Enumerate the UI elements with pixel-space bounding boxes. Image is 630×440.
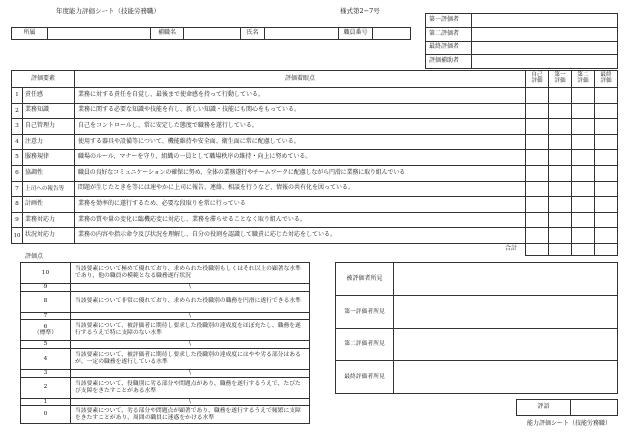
row-element: 状況対応力	[23, 228, 75, 244]
row-element: 業務知識	[23, 103, 75, 119]
second-score-cell[interactable]	[572, 212, 595, 228]
first-score-cell[interactable]	[549, 197, 572, 213]
first-score-cell[interactable]	[549, 228, 572, 244]
scale-description: 当該要素について、被評価者に期待し要求した役職別の達成度をほぼ充たし、職務を遂行するうえで特に支障のない水準	[71, 320, 310, 341]
second-score-cell[interactable]	[572, 150, 595, 166]
position-label: 補職名	[151, 28, 184, 40]
scale-row	[21, 341, 310, 349]
scale-score: 3	[21, 369, 71, 377]
affiliation-label: 所属	[12, 28, 48, 40]
scale-description: \	[71, 284, 310, 292]
table-row	[12, 150, 618, 166]
form-number: 様式第2−7号	[340, 7, 380, 15]
footer-text: 能力評価シート（技能労務職）	[527, 420, 612, 427]
self-score-cell[interactable]	[526, 150, 549, 166]
scale-score-standard	[21, 320, 71, 341]
second-score-cell[interactable]	[572, 181, 595, 197]
scale-description: \	[71, 312, 310, 320]
rating-label: 評語	[517, 400, 571, 416]
row-number: 9	[12, 212, 23, 228]
first-evaluator-opinion-field[interactable]	[394, 296, 618, 329]
final-score-cell[interactable]	[595, 228, 618, 244]
row-viewpoint: 使用する器具や設備等について、機能維持や安全面、衛生面に常に配慮している。	[75, 134, 526, 150]
self-score-cell[interactable]	[526, 212, 549, 228]
final-score-cell[interactable]	[595, 88, 618, 104]
element-header: 評価要素	[12, 71, 75, 88]
self-score-cell[interactable]	[526, 197, 549, 213]
row-element: 自己管理力	[23, 119, 75, 135]
row-element: 業務対応力	[23, 212, 75, 228]
row-viewpoint: 業務の内容や指示命令及び状況を理解し、自分の役割を認識して職責に応じた対応をしている。	[75, 228, 526, 244]
first-score-cell[interactable]	[549, 165, 572, 181]
row-element: 注意力	[23, 134, 75, 150]
final-score-cell[interactable]	[595, 212, 618, 228]
second-evaluator-opinion-label: 第二評価者所見	[336, 328, 394, 361]
second-evaluator-opinion-field[interactable]	[394, 328, 618, 361]
self-score-cell[interactable]	[526, 103, 549, 119]
first-score-cell[interactable]	[549, 150, 572, 166]
scale-description: 当該要素について非常に優れており、求められた役職別の職務を円滑に遂行できる水準	[71, 291, 310, 312]
self-score-cell[interactable]	[526, 134, 549, 150]
row-element: 責任感	[23, 88, 75, 104]
row-number: 5	[12, 150, 23, 166]
self-score-cell[interactable]	[526, 181, 549, 197]
final-evaluator-value[interactable]	[472, 41, 618, 55]
second-score-cell[interactable]	[572, 228, 595, 244]
rating-value[interactable]	[571, 400, 618, 416]
self-score-cell[interactable]	[526, 228, 549, 244]
scale-row	[21, 348, 310, 369]
first-score-cell[interactable]	[549, 88, 572, 104]
scale-description: 当該要素について、役職別に劣る部分や問題点があり、職務を遂行するうえで、たびたび支障をきたすことがある水準	[71, 377, 310, 398]
scale-description: 当該要素について極めて優れており、求められた役職別もしくはそれ以上の顕著な水準であり、他の職員の模範となる職務遂行状況	[71, 263, 310, 284]
self-eval-header: 自己 評価	[526, 71, 549, 88]
self-score-cell[interactable]	[526, 88, 549, 104]
scale-row	[21, 284, 310, 292]
row-number: 2	[12, 103, 23, 119]
table-row	[12, 212, 618, 228]
scale-row	[21, 406, 310, 424]
final-score-cell[interactable]	[595, 165, 618, 181]
row-number: 8	[12, 197, 23, 213]
row-viewpoint: 業務の質や量の変化に臨機応変に対応し、業務を滞らせることなく取り組んでいる。	[75, 212, 526, 228]
table-row	[12, 88, 618, 104]
opinions-table	[335, 262, 618, 394]
employee-number-value[interactable]	[373, 28, 411, 40]
scale-score: 0	[21, 406, 71, 424]
first-score-cell[interactable]	[549, 103, 572, 119]
table-row	[12, 197, 618, 213]
second-score-cell[interactable]	[572, 119, 595, 135]
second-score-cell[interactable]	[572, 197, 595, 213]
second-evaluator-label: 第二評価者	[426, 27, 472, 41]
final-score-cell[interactable]	[595, 150, 618, 166]
row-element: 計画性	[23, 197, 75, 213]
table-row	[12, 119, 618, 135]
scale-title: 評価点	[25, 253, 44, 260]
scale-description: 当該要素について、劣る部分や問題点が顕著であり、職務を遂行するうえで頻繁に支障をきたすことがあり、周囲の職員に迷惑をかける水準	[71, 406, 310, 424]
first-eval-header: 第一 評価	[549, 71, 572, 88]
second-score-cell[interactable]	[572, 88, 595, 104]
table-row	[12, 165, 618, 181]
scale-score: 9	[21, 284, 71, 292]
row-viewpoint: 問題が生じたときを等には速やかに上司に報告、連絡、相談を行うなど、情報の共有化を図っている。	[75, 181, 526, 197]
header-info-table	[11, 27, 411, 40]
employee-number-label: 職員番号	[339, 28, 373, 40]
scale-row	[21, 320, 310, 341]
row-number: 3	[12, 119, 23, 135]
table-row	[12, 134, 618, 150]
assistant-evaluator-label: 評価補助者	[426, 55, 472, 69]
evaluation-table	[11, 70, 618, 256]
self-total-cell[interactable]	[526, 243, 549, 255]
final-score-cell[interactable]	[595, 119, 618, 135]
row-viewpoint: 職場のルール、マナーを守り、組織の一員として職場秩序の維持・向上に努めている。	[75, 150, 526, 166]
rating-table	[516, 399, 618, 416]
first-score-cell[interactable]	[549, 119, 572, 135]
scale-row	[21, 263, 310, 284]
scale-row	[21, 377, 310, 398]
scale-row	[21, 291, 310, 312]
scale-score: 8	[21, 291, 71, 312]
row-element: 上司への報告等	[23, 181, 75, 197]
affiliation-value[interactable]	[48, 28, 151, 40]
final-score-cell[interactable]	[595, 197, 618, 213]
scale-row	[21, 312, 310, 320]
table-row	[12, 228, 618, 244]
position-value[interactable]	[184, 28, 241, 40]
total-row	[12, 243, 618, 255]
second-total-cell[interactable]	[572, 243, 595, 255]
scale-description: 当該要素について、被評価者に期待し要求した役職別の達成度にはやや劣る部分はあるが、一定の職務を遂行している水準	[71, 348, 310, 369]
scale-score: 10	[21, 263, 71, 284]
first-score-cell[interactable]	[549, 212, 572, 228]
self-score-cell[interactable]	[526, 165, 549, 181]
first-evaluator-opinion-label: 第一評価者所見	[336, 296, 394, 329]
row-number: 4	[12, 134, 23, 150]
row-viewpoint: 業務を効率的に遂行するため、必要な段取りを常に行っている	[75, 197, 526, 213]
evaluatee-opinion-field[interactable]	[394, 263, 618, 296]
name-label: 氏名	[241, 28, 265, 40]
row-viewpoint: 自己をコントロールし、常に安定した態度で職務を遂行している。	[75, 119, 526, 135]
scale-row	[21, 369, 310, 377]
scale-description: \	[71, 341, 310, 349]
row-number: 10	[12, 228, 23, 244]
scale-description: \	[71, 398, 310, 406]
evaluatee-opinion-label: 被評価者所見	[336, 263, 394, 296]
scale-score: 4	[21, 348, 71, 369]
table-row	[12, 103, 618, 119]
viewpoint-header: 評価着眼点	[75, 71, 526, 88]
final-evaluator-label: 最終評価者	[426, 41, 472, 55]
self-score-cell[interactable]	[526, 119, 549, 135]
final-evaluator-opinion-field[interactable]	[394, 361, 618, 394]
first-score-cell[interactable]	[549, 134, 572, 150]
second-score-cell[interactable]	[572, 165, 595, 181]
final-score-cell[interactable]	[595, 181, 618, 197]
sheet-title: 年度能力評価シート（技能労務職）	[56, 7, 160, 15]
scale-score: 5	[21, 341, 71, 349]
assistant-evaluator-value[interactable]	[472, 55, 618, 69]
total-label: 合計	[12, 243, 526, 255]
row-number: 7	[12, 181, 23, 197]
table-row	[12, 181, 618, 197]
second-evaluator-value[interactable]	[472, 27, 618, 41]
row-element: 服務規律	[23, 150, 75, 166]
first-total-cell[interactable]	[549, 243, 572, 255]
final-total-cell[interactable]	[595, 243, 618, 255]
row-viewpoint: 業務に関する必要な知識や技能を有し、新しい知識・技能にも関心をもっている。	[75, 103, 526, 119]
first-score-cell[interactable]	[549, 181, 572, 197]
row-element: 協調性	[23, 165, 75, 181]
scale-score: 6	[43, 323, 48, 330]
row-number: 6	[12, 165, 23, 181]
final-eval-header: 最終 評価	[595, 71, 618, 88]
second-score-cell[interactable]	[572, 103, 595, 119]
scale-row	[21, 398, 310, 406]
scale-score: 7	[21, 312, 71, 320]
row-viewpoint: 職員の良好なコミュニケーションの確保に努め、全体の業務遂行やチームワークに配慮しながら円滑に業務に取り組んでいる	[75, 165, 526, 181]
evaluators-table	[425, 13, 618, 69]
scale-score-sub: （標準）	[33, 330, 58, 337]
second-score-cell[interactable]	[572, 134, 595, 150]
final-score-cell[interactable]	[595, 103, 618, 119]
scale-score: 2	[21, 377, 71, 398]
first-evaluator-label: 第一評価者	[426, 14, 472, 28]
second-eval-header: 第二 評価	[572, 71, 595, 88]
name-value[interactable]	[265, 28, 339, 40]
scale-description: \	[71, 369, 310, 377]
final-score-cell[interactable]	[595, 134, 618, 150]
scale-table	[20, 262, 310, 424]
final-evaluator-opinion-label: 最終評価者所見	[336, 361, 394, 394]
row-viewpoint: 業務に対する責任を自覚し、最後まで使命感を持って行動している。	[75, 88, 526, 104]
scale-score: 1	[21, 398, 71, 406]
first-evaluator-value[interactable]	[472, 14, 618, 28]
row-number: 1	[12, 88, 23, 104]
